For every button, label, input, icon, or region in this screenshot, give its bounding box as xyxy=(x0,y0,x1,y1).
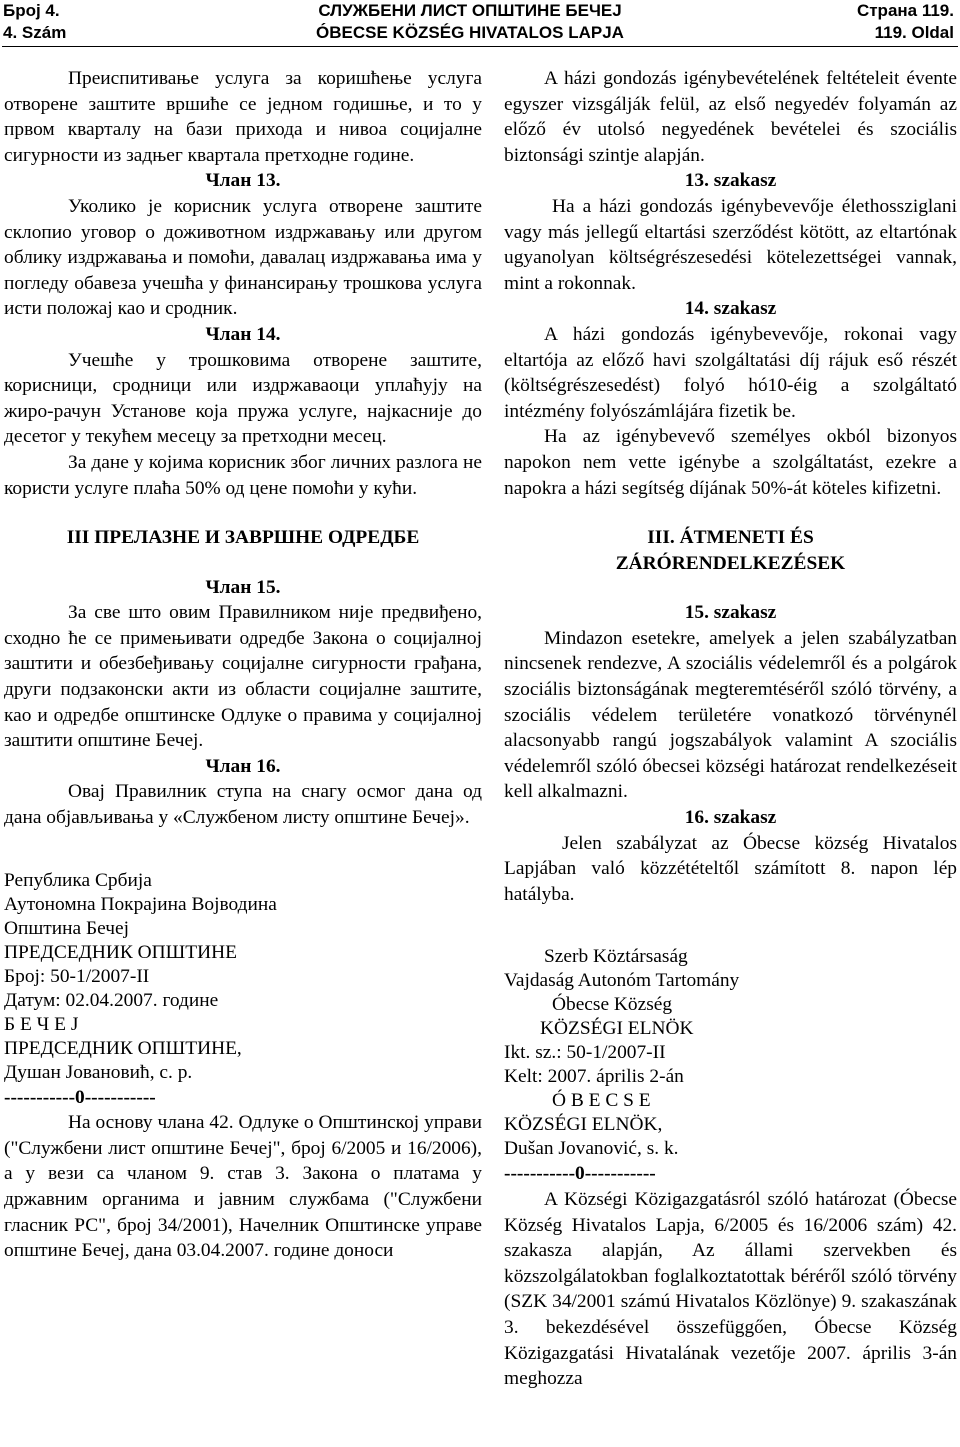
signature-province: Vajdaság Autonóm Tartomány xyxy=(504,970,740,992)
paragraph: Овај Правилник ступа на снагу осмог дана од дана објављивања у «Службеном листу општине Бечеј». xyxy=(4,781,482,829)
separator: -----------0----------- xyxy=(4,1086,156,1108)
signature-title: KÖZSÉGI ELNÖK, xyxy=(504,1114,663,1136)
paragraph: За све што овим Правилником није предвиђено, сходно ће се примењивати одредбе Закона о социјалној заштити и обезбеђивању социјалне сигурности грађана, други подзаконски акти из области социјалне заштите, као и одредбе општинске Одлуке о правима у социјалној заштити општине Бечеј. xyxy=(4,602,482,752)
signature-name: Dušan Jovanović, s. k. xyxy=(504,1138,679,1160)
signature-municipality: Óbecse Község xyxy=(552,994,673,1016)
paragraph: Уколико је корисник услуга отворене заштите склопио уговор о доживотном издржавању или другом облику издржавања и помоћи, давалац издржавања има у погледу обавеза учешћа у финансирању трошкова услуга исти положај као и сродник. xyxy=(4,195,482,320)
article-heading: 15. szakasz xyxy=(684,602,777,624)
serbian-column xyxy=(4,66,482,1264)
header-divider xyxy=(2,46,958,47)
article-heading: Члан 14. xyxy=(205,323,281,345)
signature-republic: Република Србија xyxy=(4,869,152,891)
article-heading: 14. szakasz xyxy=(684,298,777,320)
issue-number-serbian: Број 4. xyxy=(3,1,60,20)
signature-name: Душан Јовановић, с. р. xyxy=(4,1061,193,1083)
signature-office: KÖZSÉGI ELNÖK xyxy=(540,1018,694,1040)
paragraph: Ha az igénybevevő személyes okból bizonyos napokon nem vette igénybe a szolgáltatást, ezekre a napokra a házi segítség díjának 50%-át köteles kifizetni. xyxy=(504,426,957,499)
issue-number-hungarian: 4. Szám xyxy=(3,23,67,42)
paragraph: На основу члана 42. Одлуке о Општинској управи ("Службени лист општине Бечеј", број 6/2005 и 16/2006), а у вези са чланом 9. став 3. Закона о платама у државним органима и јавним службама ("Службени гласник РС", број 34/2001), Начелник Општинске управе општине Бечеј, дана 03.04.2007. године доноси xyxy=(4,1112,482,1262)
journal-title xyxy=(200,0,740,44)
paragraph: Jelen szabályzat az Óbecse község Hivatalos Lapjában való közzétételtől számított 8. napon lép hatályba. xyxy=(504,832,957,905)
article-heading: Члан 13. xyxy=(205,170,281,192)
paragraph: Учешће у трошковима отворене заштите, корисници, сродници или издржаваоци уплаћују на жиро-рачун Установе која пружа услуге, најкасније до десетог у текућем месецу за претходни месец. xyxy=(4,349,482,448)
signature-number: Ikt. sz.: 50-1/2007-II xyxy=(504,1042,666,1064)
paragraph: A házi gondozás igénybevételének feltételeit évente egyszer vizsgálják felül, az első negyedév folyamán az előző év utolsó negyedének bevételei és szociális biztonsági szintje alapján. xyxy=(504,68,957,166)
signature-city: Б Е Ч Е Ј xyxy=(4,1013,79,1035)
paragraph: Mindazon esetekre, amelyek a jelen szabályzatban nincsenek rendezve, A szociális védelemről és a polgárok szociális biztonságának megteremtéséről szóló törvény, a szociális védelem területére vonatkozó törvénynél alacsonyabb rangú jogszabályok valamint A szociális védelemről szóló óbecsei községi határozat rendelkezéseit kell alkalmazni. xyxy=(504,627,957,803)
signature-office: ПРЕДСЕДНИК ОПШТИНЕ xyxy=(4,941,237,963)
separator: -----------0----------- xyxy=(504,1163,656,1185)
article-heading: Члан 15. xyxy=(205,576,281,598)
signature-province: Аутономна Покрајина Војводина xyxy=(4,893,277,915)
hungarian-column xyxy=(504,66,957,1392)
page-number xyxy=(857,0,954,44)
paragraph: Преиспитивање услуга за коришћење услуга отворене заштите вршиће се једном годишње, и то у првом кварталу на бази прихода и нивоа социјалне сигурности из задњег квартала претходне године. xyxy=(4,68,482,166)
signature-title: ПРЕДСЕДНИК ОПШТИНЕ, xyxy=(4,1037,242,1059)
signature-municipality: Општина Бечеј xyxy=(4,917,129,939)
page-number-hungarian: 119. Oldal xyxy=(874,23,954,42)
page-header xyxy=(0,0,960,48)
signature-number: Број: 50-1/2007-II xyxy=(4,965,150,987)
section-heading: III ПРЕЛАЗНЕ И ЗАВРШНЕ ОДРЕДБЕ xyxy=(66,527,420,549)
section-heading: III. ÁTMENETI ÉS xyxy=(647,527,814,549)
paragraph: A Községi Közigazgatásról szóló határozat (Óbecse Község Hivatalos Lapja, 6/2005 és 16/2006 szám) 42. szakasza alapján, Az állami szervekben és közszolgálatokban foglalkoztatottak béréről szóló törvény (SZK 34/2001 számú Hivatalos Közlönye) 9. szakaszának 3. bekezdésével összefüggően, Óbecse Község Közigazgatási Hivatalának vezetője 2007. április 3-án meghozza xyxy=(504,1189,957,1390)
journal-title-hungarian: ÓBECSE KÖZSÉG HIVATALOS LAPJA xyxy=(316,23,624,42)
signature-republic: Szerb Köztársaság xyxy=(544,946,688,968)
article-heading: 13. szakasz xyxy=(684,170,777,192)
signature-date: Kelt: 2007. április 2-án xyxy=(504,1066,684,1088)
page-number-serbian: Страна 119. xyxy=(856,1,954,20)
article-heading: Члан 16. xyxy=(205,755,281,777)
paragraph: A házi gondozás igénybevevője, rokonai vagy eltartója az előző havi szolgáltatási díj rájuk eső részét (költségrészesedést) folyó hó10-éig a szolgáltató intézmény folyószámlájára fizetik be. xyxy=(504,323,957,422)
article-heading: 16. szakasz xyxy=(684,807,777,829)
issue-number xyxy=(3,0,66,44)
signature-city: Ó B E C S E xyxy=(552,1090,651,1112)
signature-date: Датум: 02.04.2007. године xyxy=(4,989,219,1011)
paragraph: Ha a házi gondozás igénybevevője élethossziglani vagy más jellegű eltartási szerződést kötött, az eltartónak ugyanolyan költségrészesedési kötelezettségei vannak, mint a rokonnak. xyxy=(504,195,957,294)
section-heading: ZÁRÓRENDELKEZÉSEK xyxy=(615,552,846,574)
journal-title-serbian: СЛУЖБЕНИ ЛИСТ ОПШТИНЕ БЕЧЕЈ xyxy=(318,1,622,20)
paragraph: За дане у којима корисник због личних разлога не користи услуге плаћа 50% од цене помоћи у кући. xyxy=(4,451,482,499)
